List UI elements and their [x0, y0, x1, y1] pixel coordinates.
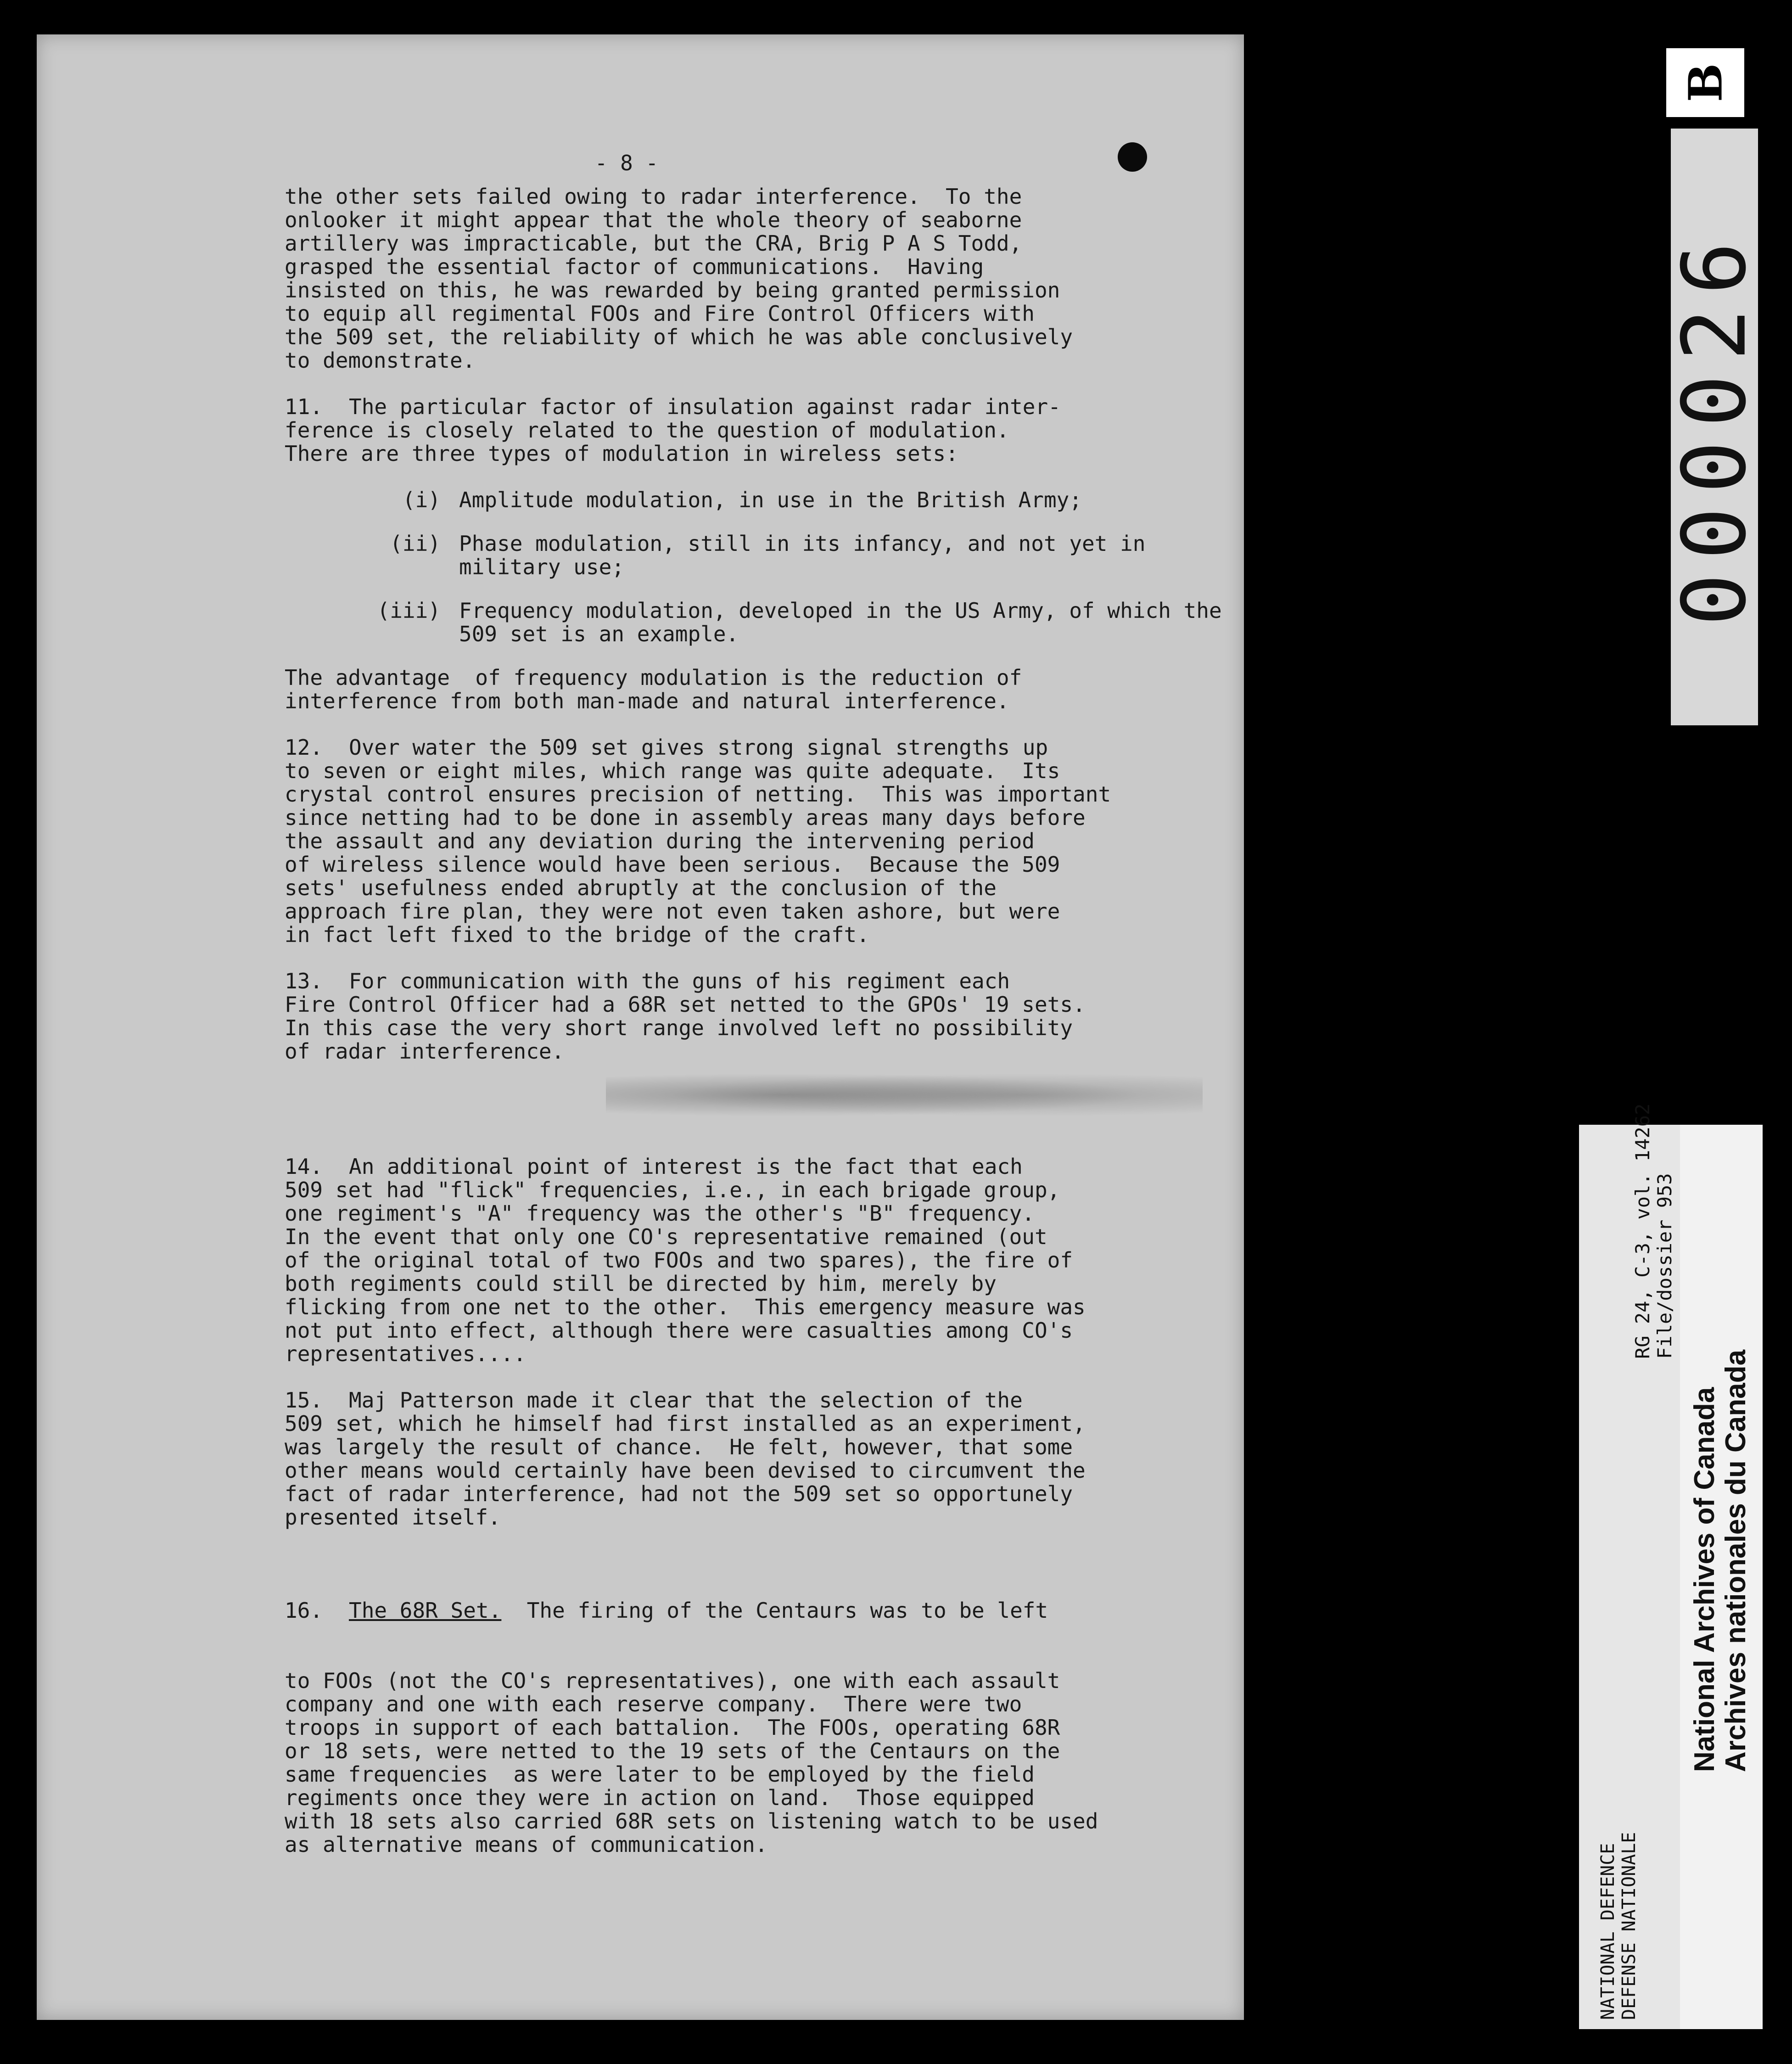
text-line: the other sets failed owing to radar interference. To the	[285, 184, 1022, 209]
paragraph-number: 12.	[285, 735, 323, 760]
reference-line: RG 24, C-3, vol. 14262	[1631, 1103, 1654, 1359]
frame-tab	[1666, 48, 1744, 117]
text-line: presented itself.	[285, 1505, 501, 1530]
text-line: 14. An additional point of interest is the fact that each	[285, 1154, 1023, 1179]
text-line: with 18 sets also carried 68R sets on listening watch to be used	[285, 1809, 1098, 1834]
text-line: the assault and any deviation during the intervening period	[285, 829, 1035, 853]
text-line: other means would certainly have been devised to circumvent the	[285, 1458, 1086, 1483]
text-line: 12. Over water the 509 set gives strong signal strengths up	[285, 735, 1048, 760]
list-marker: (i)	[402, 488, 441, 512]
frame-number: 000026	[1663, 228, 1765, 626]
text-line: same frequencies as were later to be employed by the field	[285, 1762, 1035, 1787]
text-line: troops in support of each battalion. The FOOs, operating 68R	[285, 1715, 1060, 1740]
paragraph-intro	[285, 185, 1226, 372]
text-line: interference from both man-made and natural interference.	[285, 689, 1009, 713]
text-line: representatives....	[285, 1341, 526, 1366]
text-line: not put into effect, although there were casualties among CO's	[285, 1318, 1073, 1343]
text-line: as alternative means of communication.	[285, 1832, 768, 1857]
paragraph-11-closing	[285, 666, 1226, 713]
frame-number-strip	[1663, 129, 1765, 725]
paragraph-number: 16.	[285, 1598, 323, 1623]
paragraph-12	[285, 736, 1226, 947]
archive-reference	[1632, 1104, 1676, 1359]
department-fr: DEFENSE NATIONALE	[1618, 1832, 1640, 2020]
list-item	[285, 532, 1226, 579]
paragraph-number: 13.	[285, 969, 323, 993]
text-line: one regiment's "A" frequency was the other's "B" frequency.	[285, 1201, 1035, 1226]
list-item	[285, 488, 1226, 512]
text-line: 509 set had "flick" frequencies, i.e., in each brigade group,	[285, 1178, 1060, 1202]
text-line: to FOOs (not the CO's representatives), one with each assault	[285, 1668, 1060, 1693]
text-line: to demonstrate.	[285, 348, 476, 373]
text-line: company and one with each reserve company. There were two	[285, 1692, 1022, 1716]
department-label	[1597, 1832, 1640, 2020]
paragraph-11	[285, 395, 1226, 466]
paragraph-14	[285, 1155, 1226, 1366]
text-line: ference is closely related to the question of modulation.	[285, 418, 1009, 443]
text-line: onlooker it might appear that the whole theory of seaborne	[285, 208, 1022, 232]
section-heading: The 68R Set.	[349, 1598, 502, 1623]
text-line: the 509 set, the reliability of which he was able conclusively	[285, 325, 1073, 349]
text-line: of wireless silence would have been serious. Because the 509	[285, 852, 1060, 877]
text-line: artillery was impracticable, but the CRA, Brig P A S Todd,	[285, 231, 1022, 256]
text-line: 13. For communication with the guns of his regiment each	[285, 969, 1010, 993]
text-line: 509 set, which he himself had first installed as an experiment,	[285, 1411, 1086, 1436]
text-line: There are three types of modulation in wireless sets:	[285, 441, 958, 466]
paragraph-number: 14.	[285, 1154, 323, 1179]
text-line: was largely the result of chance. He felt, however, that some	[285, 1435, 1073, 1459]
text-line: of radar interference.	[285, 1039, 565, 1064]
list-marker: (ii)	[390, 531, 441, 556]
archive-name-en: National Archives of Canada	[1689, 1387, 1720, 1772]
paragraph-13	[285, 970, 1226, 1063]
list-item	[285, 599, 1226, 646]
text-line: In this case the very short range involved left no possibility	[285, 1015, 1073, 1040]
archive-name	[1689, 1350, 1752, 1772]
text-line: flicking from one net to the other. This emergency measure was	[285, 1295, 1086, 1319]
reference-line: File/dossier 953	[1653, 1173, 1676, 1359]
text-line: Fire Control Officer had a 68R set netted to the GPOs' 19 sets.	[285, 992, 1086, 1017]
text-line: or 18 sets, were netted to the 19 sets of the Centaurs on the	[285, 1739, 1060, 1763]
text-line: approach fire plan, they were not even taken ashore, but were	[285, 899, 1060, 924]
paragraph-number: 15.	[285, 1388, 323, 1413]
list-text: Phase modulation, still in its infancy, and not yet in military use;	[459, 531, 1146, 579]
archive-name-fr: Archives nationales du Canada	[1720, 1350, 1752, 1772]
modulation-list	[285, 488, 1226, 646]
text-line: grasped the essential factor of communications. Having	[285, 254, 984, 279]
text-line: in fact left fixed to the bridge of the craft.	[285, 922, 869, 947]
text-line: 15. Maj Patterson made it clear that the selection of the	[285, 1388, 1023, 1413]
text-line: since netting had to be done in assembly areas many days before	[285, 805, 1086, 830]
text-line: to equip all regimental FOOs and Fire Control Officers with	[285, 301, 1035, 326]
paragraph-15	[285, 1389, 1226, 1529]
text-line: In the event that only one CO's representative remained (out	[285, 1224, 1047, 1249]
page-number: - 8 -	[594, 151, 659, 175]
tab-letter: B	[1678, 63, 1732, 102]
text-line: 11. The particular factor of insulation against radar inter-	[285, 394, 1061, 419]
text-line: The firing of the Centaurs was to be left	[501, 1598, 1048, 1623]
text-line: fact of radar interference, had not the 509 set so opportunely	[285, 1481, 1073, 1506]
paragraph-16	[285, 1552, 1226, 1903]
list-marker: (iii)	[377, 598, 441, 623]
text-line: regiments once they were in action on land. Those equipped	[285, 1785, 1035, 1810]
text-line: of the original total of two FOOs and two spares), the fire of	[285, 1248, 1073, 1273]
document-body	[285, 151, 1226, 1926]
text-line: The advantage of frequency modulation is the reduction of	[285, 665, 1022, 690]
text-line: crystal control ensures precision of netting. This was important	[285, 782, 1111, 807]
department-en: NATIONAL DEFENCE	[1597, 1843, 1618, 2020]
text-line: both regiments could still be directed by him, merely by	[285, 1271, 997, 1296]
text-line: sets' usefulness ended abruptly at the conclusion of the	[285, 875, 997, 900]
list-text: Amplitude modulation, in use in the British Army;	[459, 488, 1082, 512]
list-text: Frequency modulation, developed in the US Army, of which the 509 set is an example.	[459, 598, 1222, 646]
paragraph-number: 11.	[285, 394, 323, 419]
text-line: insisted on this, he was rewarded by being granted permission	[285, 278, 1060, 303]
text-line: to seven or eight miles, which range was quite adequate. Its	[285, 758, 1060, 783]
